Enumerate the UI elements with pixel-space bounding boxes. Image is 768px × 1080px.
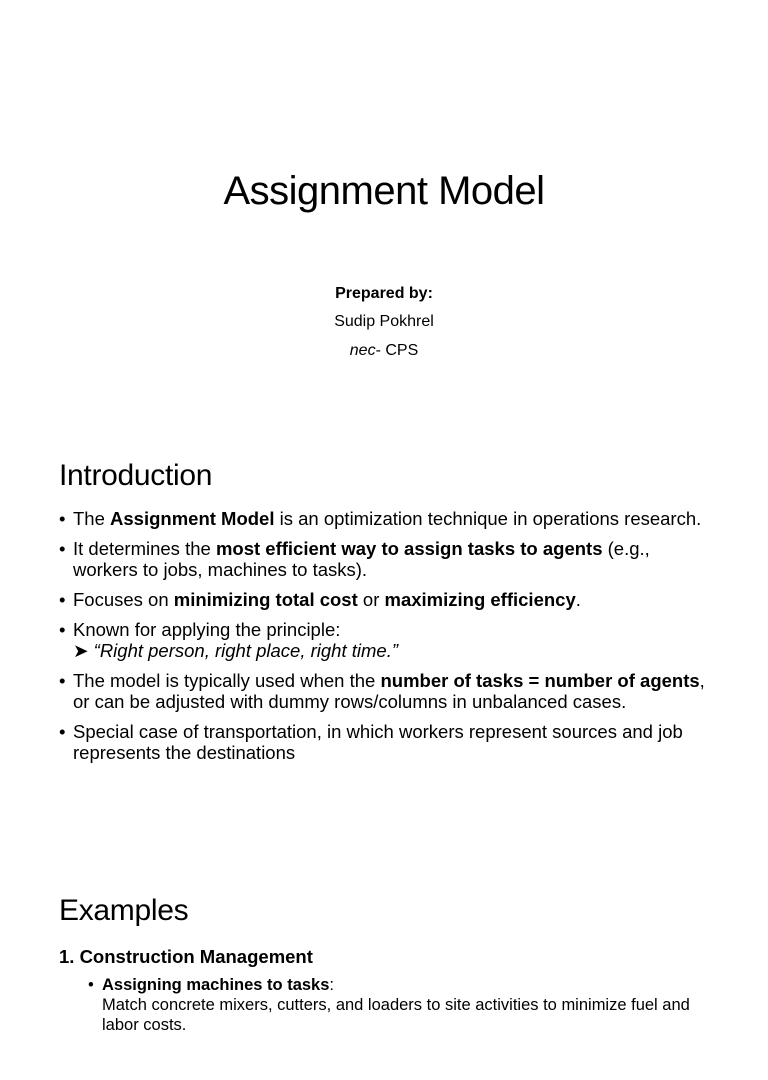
text: Known for applying the principle: [73,619,341,640]
text: : [329,976,334,994]
intro-bullet-5 [59,670,719,712]
author-name: Sudip Pokhrel [334,313,434,330]
example-bullet-1 [88,975,728,1035]
org-italic: nec [349,342,376,359]
arrow-icon: ➤ [73,640,89,661]
introduction-slide [0,440,768,860]
bullet-icon: • [59,721,66,742]
text: Focuses on [73,589,174,610]
examples-slide [0,880,768,1080]
text: or [357,589,385,610]
text: The [73,508,111,529]
principle-quote: “Right person, right place, right time.” [93,640,399,661]
text: The model is typically used when the [73,670,381,691]
bullet-icon: • [59,589,66,610]
organization [0,341,768,361]
text: is an optimization technique in operations research. [274,508,702,529]
bold-text: maximizing efficiency [384,589,576,610]
examples-heading: Examples [59,894,189,927]
bold-text: Assignment Model [110,508,275,529]
intro-bullet-2 [59,538,719,580]
text: Special case of transportation, in which workers represent sources and job represents the destinations [73,721,683,763]
org-rest: - CPS [375,342,419,359]
bullet-icon: • [59,538,66,559]
intro-bullet-4 [59,619,719,661]
bullet-icon: • [59,670,66,691]
bullet-icon: • [59,619,66,640]
title-slide [0,0,768,420]
example-bullet-list [88,975,728,1035]
main-title: Assignment Model [223,169,545,213]
construction-management-subheading: 1. Construction Management [59,946,313,967]
bold-text: number of tasks = number of agents [380,670,700,691]
example-description: Match concrete mixers, cutters, and loaders to site activities to minimize fuel and labor costs. [102,996,690,1034]
prepared-by-label: Prepared by: [335,285,433,302]
bold-text: most efficient way to assign tasks to agents [215,538,603,559]
text: (e.g., workers to jobs, machines to tasks). [73,538,650,580]
text: It determines the [73,538,216,559]
introduction-heading: Introduction [59,459,213,492]
text: . [575,589,581,610]
bold-text: Assigning machines to tasks [102,976,330,994]
intro-bullet-3 [59,589,719,610]
text: , or can be adjusted with dummy rows/columns in unbalanced cases. [73,670,705,712]
bullet-icon: • [88,976,94,994]
bullet-icon: • [59,508,66,529]
intro-bullet-1 [59,508,719,529]
bold-text: minimizing total cost [173,589,358,610]
intro-bullet-6 [59,721,719,763]
intro-bullet-list [59,508,719,772]
